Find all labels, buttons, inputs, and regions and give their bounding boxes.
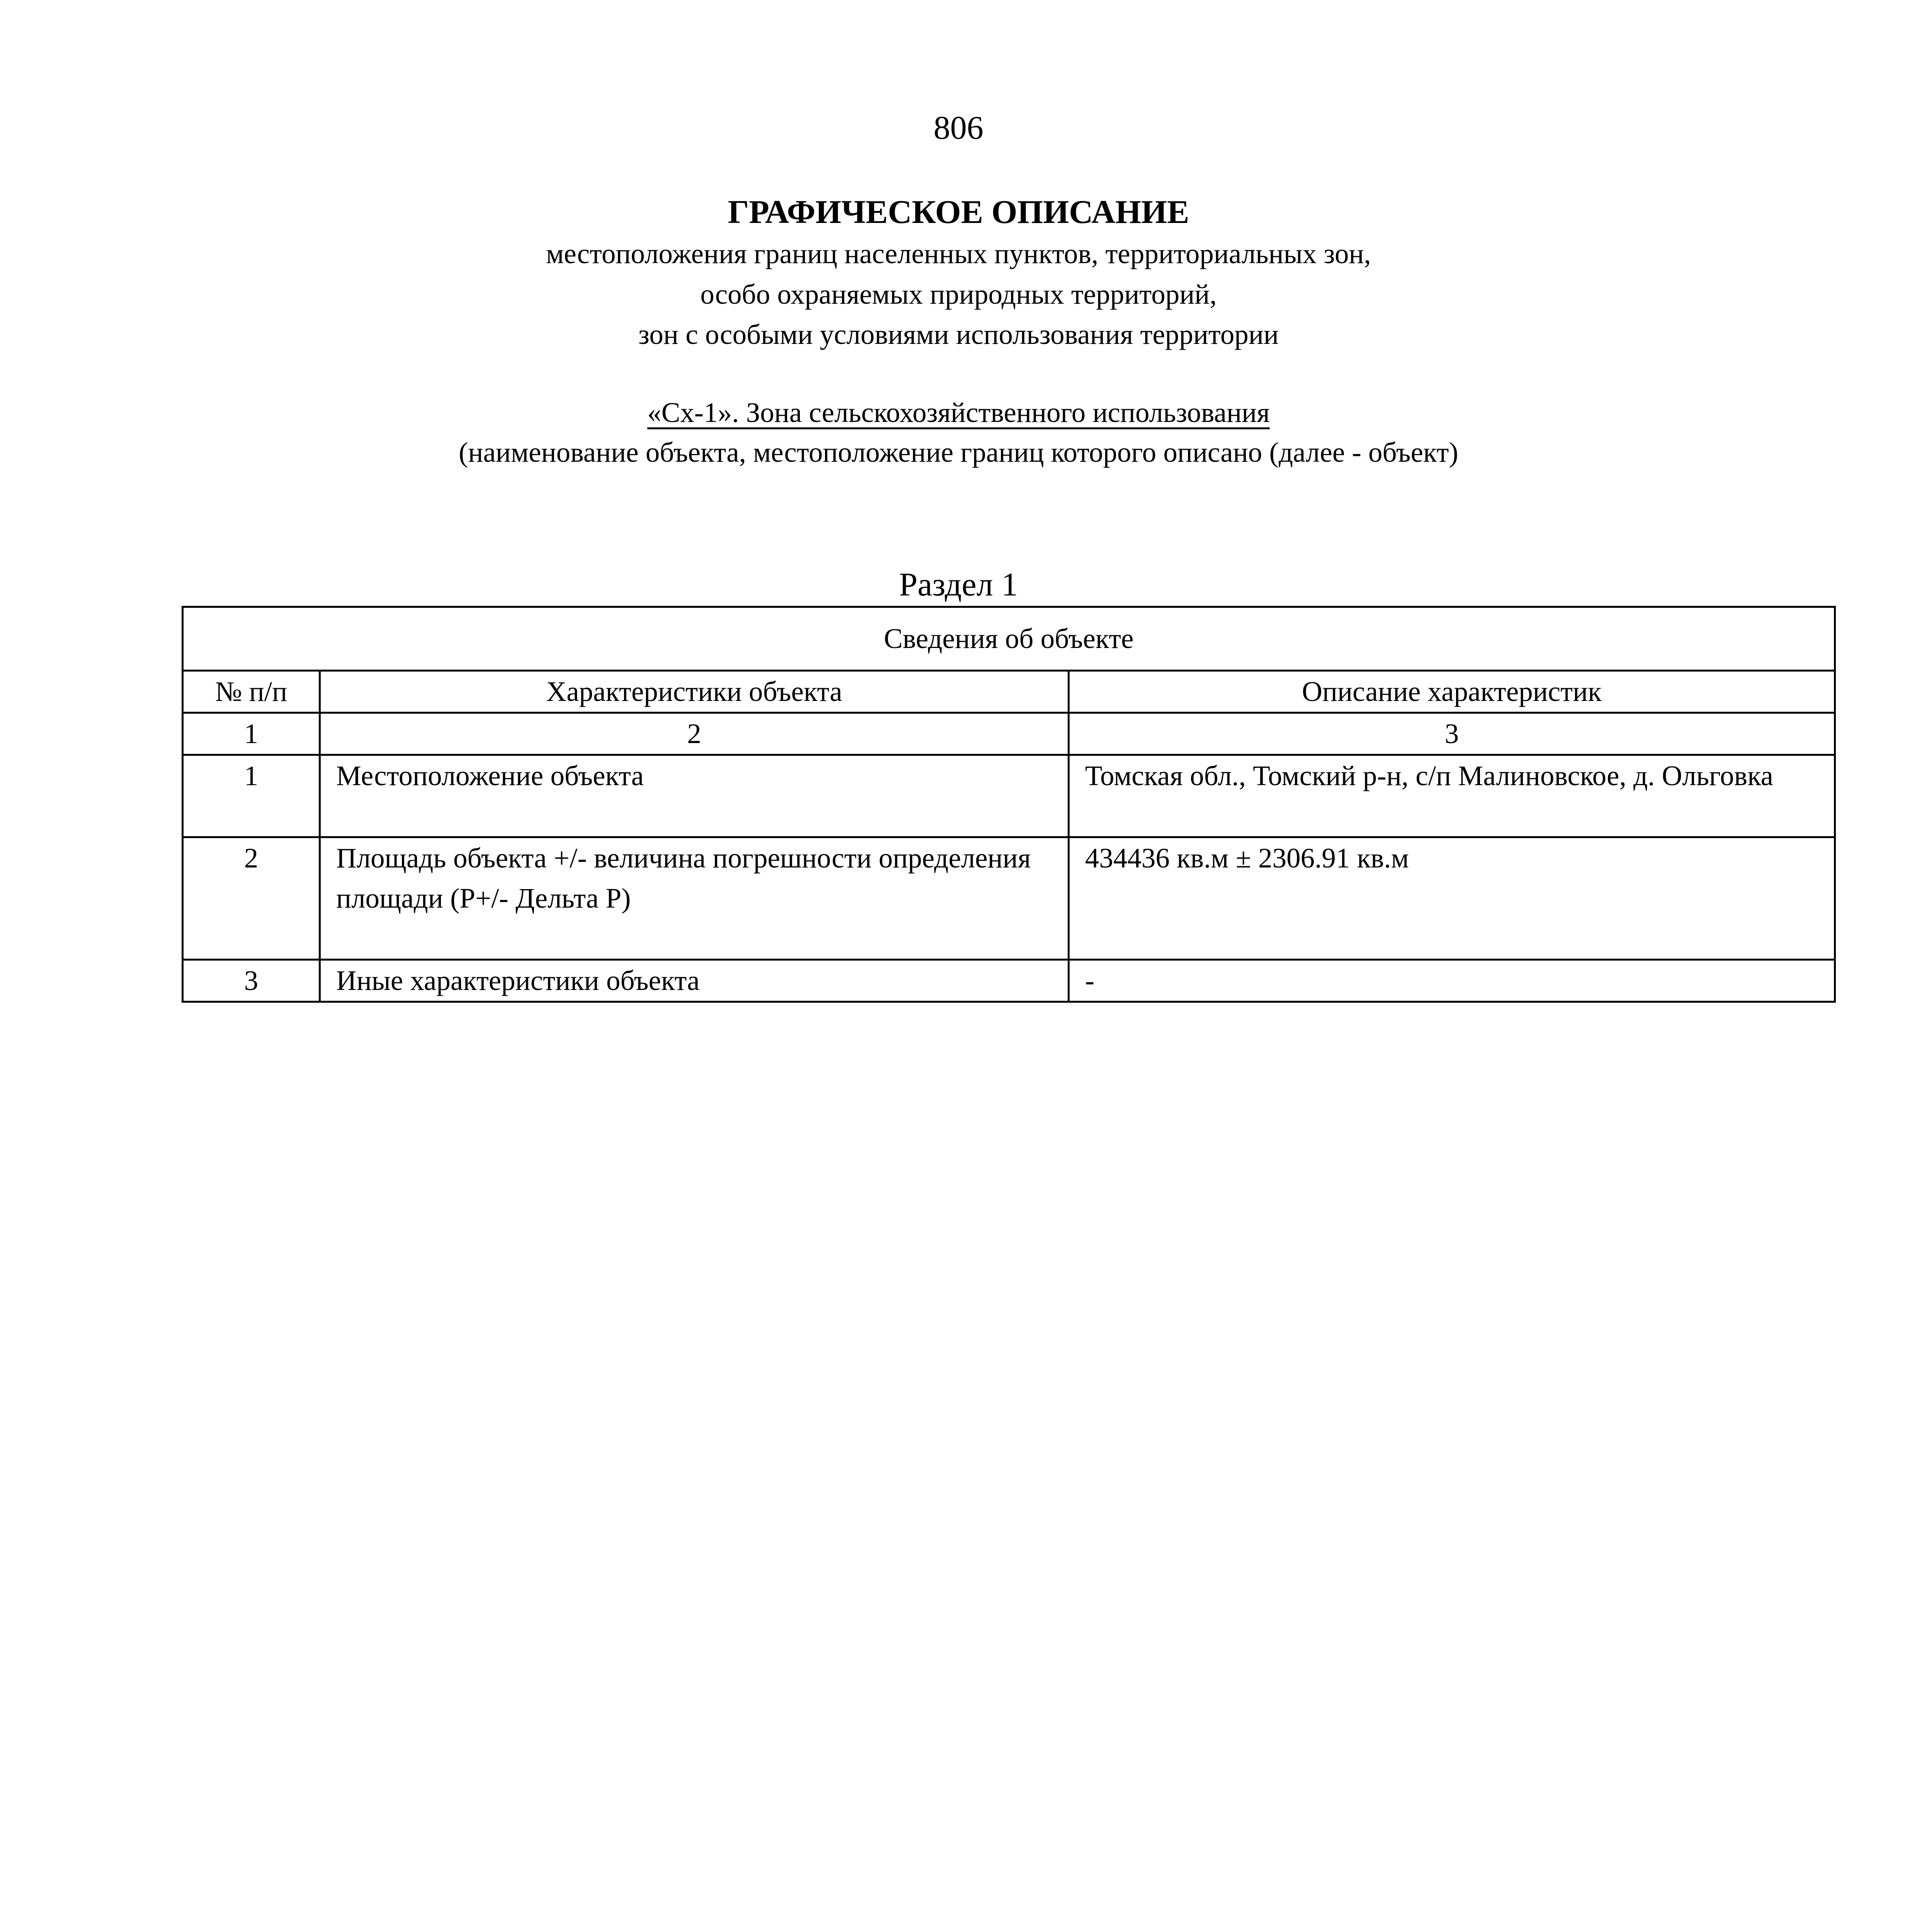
table-caption: Сведения об объекте [183, 607, 1835, 671]
row-description: 434436 кв.м ± 2306.91 кв.м [1069, 837, 1835, 960]
column-number-row [183, 713, 1835, 755]
row-characteristic: Иные характеристики объекта [320, 960, 1069, 1002]
header-characteristic: Характеристики объекта [320, 671, 1069, 713]
header-num: № п/п [183, 671, 320, 713]
table-header-row [183, 671, 1835, 713]
section-title: Раздел 1 [899, 566, 1018, 603]
column-number-3: 3 [1069, 713, 1835, 755]
row-number: 3 [183, 960, 320, 1002]
row-characteristic: Площадь объекта +/- величина погрешности определения площади (P+/- Дельта P) [320, 837, 1069, 960]
column-number-1: 1 [183, 713, 320, 755]
table-row [183, 960, 1835, 1002]
header-description: Описание характеристик [1069, 671, 1835, 713]
document-title: ГРАФИЧЕСКОЕ ОПИСАНИЕ [728, 193, 1189, 230]
row-number: 1 [183, 755, 320, 837]
object-name [0, 395, 1917, 430]
table-row [183, 755, 1835, 837]
subtitle-line-1: местоположения границ населенных пунктов, территориальных зон, [546, 238, 1371, 269]
row-description: - [1069, 960, 1835, 1002]
object-info-table [182, 606, 1836, 1003]
page-number: 806 [934, 109, 983, 146]
row-description: Томская обл., Томский р-н, с/п Малиновское, д. Ольговка [1069, 755, 1835, 837]
object-caption: (наименование объекта, местоположение границ которого описано (далее - объект) [459, 437, 1458, 468]
subtitle-line-2: особо охраняемых природных территорий, [700, 279, 1217, 310]
table-caption-row [183, 607, 1835, 671]
object-name-text: «Сх-1». Зона сельскохозяйственного использования [647, 397, 1270, 428]
row-characteristic: Местоположение объекта [320, 755, 1069, 837]
column-number-2: 2 [320, 713, 1069, 755]
subtitle-line-3: зон с особыми условиями использования территории [638, 319, 1279, 350]
table-row [183, 837, 1835, 960]
row-number: 2 [183, 837, 320, 960]
